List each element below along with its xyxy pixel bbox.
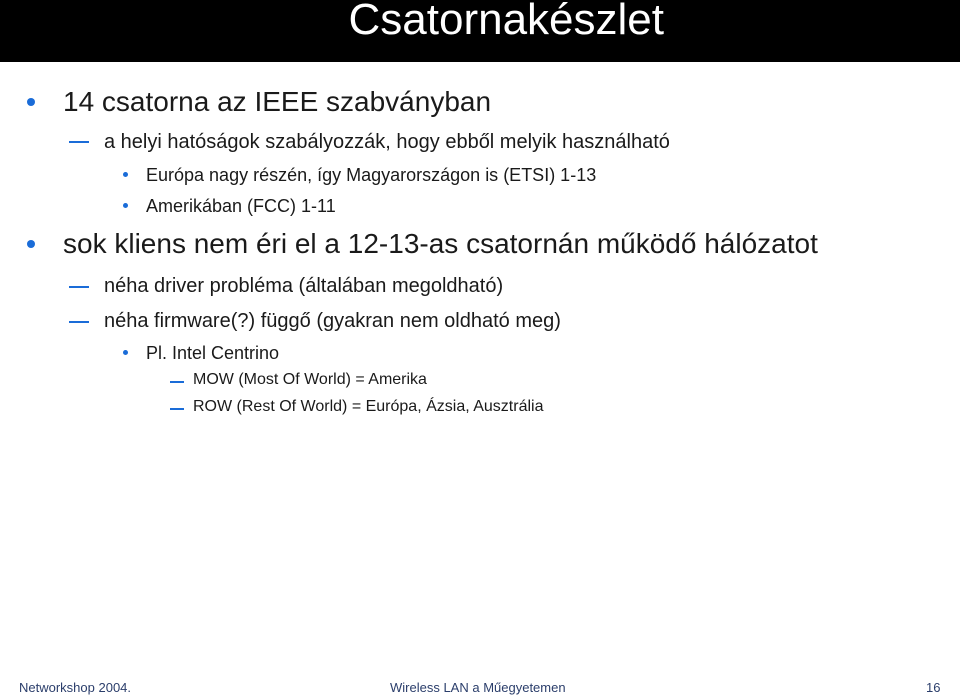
- slide-title: Csatornakészlet: [348, 0, 664, 44]
- bullet-item: néha driver probléma (általában megoldható): [104, 275, 504, 297]
- bullet-dot-icon: [27, 98, 35, 106]
- bullet-item: sok kliens nem éri el a 12-13-as csatornán működő hálózatot: [63, 228, 818, 259]
- bullet-dash-icon: [170, 381, 184, 383]
- bullet-item: ROW (Rest Of World) = Európa, Ázsia, Ausztrália: [193, 398, 544, 415]
- bullet-dot-icon: [27, 240, 35, 248]
- footer-center: Wireless LAN a Műegyetemen: [390, 680, 566, 695]
- bullet-item: Pl. Intel Centrino: [146, 343, 280, 363]
- bullet-item: néha firmware(?) függő (gyakran nem oldható meg): [104, 310, 561, 332]
- bullet-dash-icon: [170, 408, 184, 410]
- bullet-item: a helyi hatóságok szabályozzák, hogy ebből melyik használható: [104, 131, 670, 153]
- bullet-item: Európa nagy részén, így Magyarországon is (ETSI) 1-13: [146, 165, 597, 185]
- bullet-dot-icon: [123, 172, 128, 177]
- bullet-item: Amerikában (FCC) 1-11: [146, 196, 336, 216]
- bullet-dash-icon: [69, 141, 89, 143]
- bullet-dash-icon: [69, 286, 89, 288]
- bullet-dot-icon: [123, 350, 128, 355]
- bullet-dash-icon: [69, 321, 89, 323]
- footer-left: Networkshop 2004.: [19, 680, 132, 695]
- bullet-dot-icon: [123, 203, 128, 208]
- bullet-item: 14 csatorna az IEEE szabványban: [63, 86, 492, 117]
- bullet-item: MOW (Most Of World) = Amerika: [193, 371, 427, 388]
- page-number: 16: [926, 680, 941, 695]
- title-bar: [0, 0, 960, 62]
